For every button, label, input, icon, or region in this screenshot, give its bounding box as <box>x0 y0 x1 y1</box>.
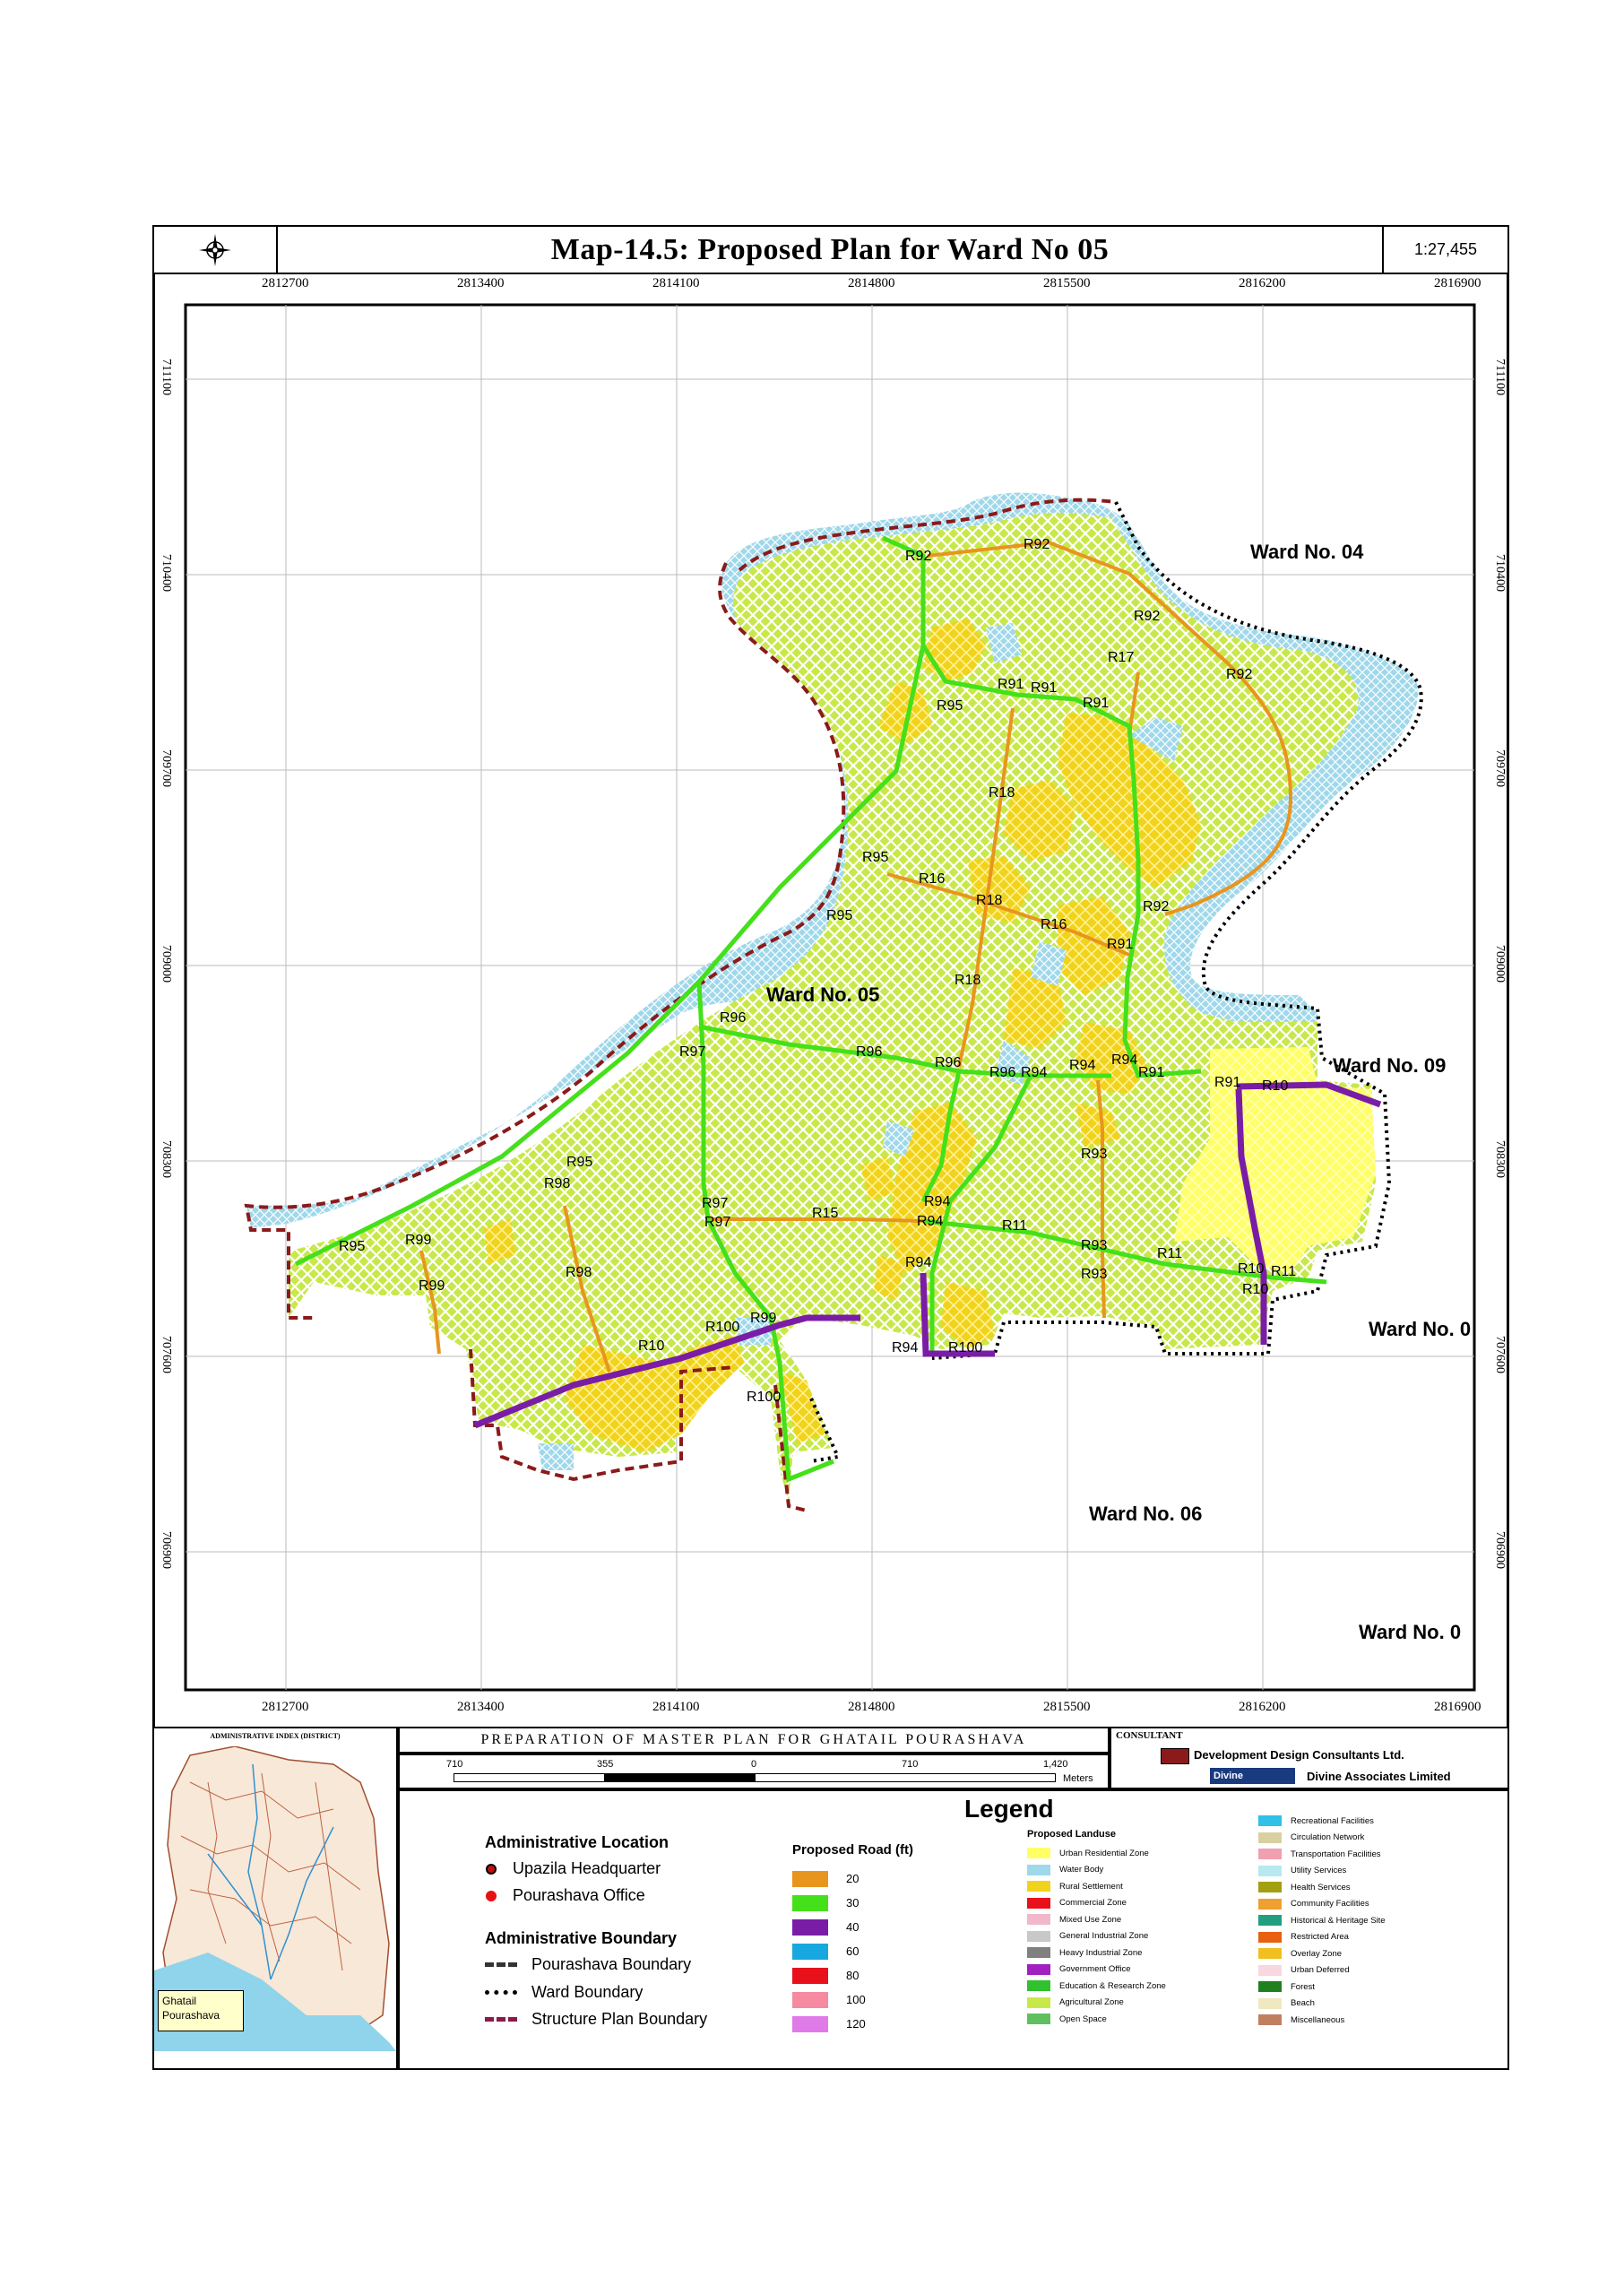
y-tick-left: 709000 <box>160 945 173 983</box>
x-tick-top: 2812700 <box>262 276 309 290</box>
x-tick-bottom: 2814800 <box>848 1700 895 1714</box>
landuse-item <box>1258 1962 1386 1979</box>
road-legend-list <box>792 1866 866 2036</box>
landuse-item <box>1258 1863 1386 1880</box>
road-label: R91 <box>1083 696 1110 711</box>
legend-label: Agricultural Zone <box>1059 1997 1124 2008</box>
legend-label: Pourashava Office <box>513 1886 645 1904</box>
road-legend-item <box>792 1915 866 1939</box>
road-label: R10 <box>1262 1078 1289 1094</box>
road-label: R10 <box>1242 1282 1269 1297</box>
landuse-item <box>1027 1862 1166 1879</box>
legend-label: Rural Settlement <box>1059 1881 1123 1892</box>
x-tick-bottom: 2813400 <box>457 1700 505 1714</box>
legend-pourashava-office <box>480 1886 645 1905</box>
legend-label: Circulation Network <box>1291 1832 1365 1843</box>
ward-label: Ward No. 05 <box>766 983 880 1006</box>
ward-label: Ward No. 09 <box>1333 1054 1447 1077</box>
landuse-item <box>1027 1962 1166 1979</box>
consultant-2: Divine Associates Limited <box>1307 1770 1451 1783</box>
ddc-logo <box>1161 1748 1189 1764</box>
x-tick-bottom: 2816900 <box>1434 1700 1481 1714</box>
x-tick-top: 2816200 <box>1239 276 1286 290</box>
y-tick-right: 709700 <box>1493 749 1507 787</box>
consultant-label: CONSULTANT <box>1116 1730 1183 1741</box>
y-tick-left: 707600 <box>160 1336 173 1373</box>
consultant-1: Development Design Consultants Ltd. <box>1194 1748 1404 1762</box>
landuse-item <box>1027 1895 1166 1912</box>
road-label: R95 <box>566 1155 593 1170</box>
y-tick-left: 709700 <box>160 749 173 787</box>
road-label: R94 <box>905 1255 932 1270</box>
road-legend-item <box>792 1866 866 1891</box>
road-label: R18 <box>955 973 981 988</box>
legend-label: Government Office <box>1059 1964 1131 1975</box>
scalebar-panel <box>398 1754 1110 1789</box>
road-label: R98 <box>566 1265 592 1280</box>
landuse-item <box>1027 1911 1166 1928</box>
index-label-1: Ghatail <box>162 1995 197 2007</box>
road-label: R91 <box>1107 937 1134 952</box>
road-label: R95 <box>937 698 963 714</box>
legend-label: Commercial Zone <box>1059 1898 1127 1909</box>
road-label: R100 <box>948 1340 983 1355</box>
road-label: R97 <box>702 1196 729 1211</box>
scalebar-tick: 1,420 <box>1043 1759 1068 1770</box>
landuse-item <box>1027 1978 1166 1995</box>
landuse-legend-col1 <box>1027 1845 1166 2028</box>
y-tick-left: 706900 <box>160 1531 173 1569</box>
landuse-item <box>1258 1846 1386 1863</box>
consultant-panel <box>1110 1727 1509 1789</box>
legend-label: Urban Residential Zone <box>1059 1848 1149 1858</box>
road-label: R91 <box>998 677 1024 692</box>
legend-ward-boundary <box>485 1983 643 2002</box>
scalebar-tick: 0 <box>751 1759 757 1770</box>
y-tick-left: 711100 <box>160 359 173 395</box>
landuse-item <box>1258 1979 1386 1996</box>
legend-label: Education & Research Zone <box>1059 1980 1166 1991</box>
y-tick-left: 710400 <box>160 554 173 592</box>
road-label: R96 <box>720 1010 747 1026</box>
x-tick-top: 2814100 <box>652 276 700 290</box>
road-label: R11 <box>1002 1218 1028 1234</box>
legend-label: Structure Plan Boundary <box>531 2010 708 2028</box>
ward-label: Ward No. 0 <box>1359 1621 1462 1643</box>
legend-label: Water Body <box>1059 1865 1104 1875</box>
landuse-item <box>1027 1845 1166 1862</box>
road-label: R99 <box>405 1233 432 1248</box>
legend-label: Recreational Facilities <box>1291 1815 1374 1826</box>
road-label: R95 <box>826 908 853 923</box>
x-tick-top: 2815500 <box>1043 276 1091 290</box>
road-label: R94 <box>1111 1052 1138 1068</box>
legend-label: 60 <box>846 1944 860 1958</box>
ward-label: Ward No. 0 <box>1369 1318 1472 1340</box>
road-label: R91 <box>1214 1075 1241 1090</box>
legend-label: Ward Boundary <box>531 1983 644 2001</box>
landuse-legend-title: Proposed Landuse <box>1027 1829 1117 1840</box>
legend-label: Forest <box>1291 1981 1315 1992</box>
x-tick-bottom: 2816200 <box>1239 1700 1286 1714</box>
road-label: R95 <box>862 850 889 865</box>
legend-label: Restricted Area <box>1291 1932 1349 1943</box>
compass-rose-icon <box>197 232 233 268</box>
landuse-item <box>1258 1896 1386 1913</box>
road-label: R92 <box>1024 537 1050 552</box>
legend-label: 80 <box>846 1969 860 1982</box>
x-tick-top: 2816900 <box>1434 276 1481 290</box>
road-label: R11 <box>1271 1264 1297 1279</box>
road-legend-title: Proposed Road (ft) <box>792 1842 913 1858</box>
road-legend-item <box>792 1988 866 2012</box>
road-label: R10 <box>638 1338 665 1354</box>
legend-title: Legend <box>964 1795 1054 1823</box>
road-label: R91 <box>1031 680 1058 696</box>
landuse-item <box>1027 2011 1166 2028</box>
road-label: R97 <box>679 1044 706 1060</box>
scalebar-unit: Meters <box>1063 1773 1093 1784</box>
y-tick-right: 710400 <box>1493 554 1507 592</box>
legend-label: 120 <box>846 2017 866 2031</box>
road-label: R18 <box>989 785 1015 801</box>
landuse-item <box>1258 2012 1386 2029</box>
y-tick-right: 706900 <box>1493 1531 1507 1569</box>
road-label: R93 <box>1081 1238 1108 1253</box>
road-label: R11 <box>1157 1246 1183 1261</box>
road-label: R94 <box>917 1214 944 1229</box>
administrative-index-panel <box>152 1727 398 2070</box>
index-inset-label <box>158 1990 244 2031</box>
road-legend-item <box>792 1963 866 1988</box>
legend-label: 100 <box>846 1993 866 2006</box>
map-canvas[interactable] <box>184 303 1477 1693</box>
landuse-item <box>1027 1928 1166 1945</box>
map-title: Map-14.5: Proposed Plan for Ward No 05 <box>276 225 1384 274</box>
landuse-item <box>1258 1929 1386 1946</box>
scalebar-tick: 710 <box>902 1759 919 1770</box>
road-label: R92 <box>1226 667 1253 682</box>
legend-label: 40 <box>846 1920 860 1934</box>
road-label: R96 <box>989 1065 1016 1080</box>
x-tick-top: 2814800 <box>848 276 895 290</box>
landuse-item <box>1258 1996 1386 2013</box>
x-tick-bottom: 2814100 <box>652 1700 700 1714</box>
road-label: R94 <box>1021 1065 1048 1080</box>
admin-location-title: Administrative Location <box>485 1833 669 1851</box>
road-label: R17 <box>1108 650 1135 665</box>
x-tick-bottom: 2812700 <box>262 1700 309 1714</box>
landuse-item <box>1027 1878 1166 1895</box>
legend-panel <box>398 1789 1509 2070</box>
legend-label: Urban Deferred <box>1291 1965 1350 1976</box>
road-legend-item <box>792 1891 866 1915</box>
legend-label: 30 <box>846 1896 860 1910</box>
legend-label: Utility Services <box>1291 1866 1347 1876</box>
road-label: R10 <box>1238 1261 1265 1277</box>
road-label: R94 <box>1069 1058 1096 1073</box>
road-label: R94 <box>892 1340 919 1355</box>
legend-label: Mixed Use Zone <box>1059 1914 1122 1925</box>
road-label: R15 <box>812 1206 839 1221</box>
y-tick-right: 708300 <box>1493 1140 1507 1178</box>
road-label: R92 <box>1143 899 1170 914</box>
road-label: R99 <box>750 1311 777 1326</box>
road-label: R93 <box>1081 1147 1108 1162</box>
scalebar-tick: 710 <box>446 1759 463 1770</box>
road-legend-item <box>792 2012 866 2036</box>
landuse-item <box>1027 1944 1166 1962</box>
pourashava-office-icon <box>486 1891 497 1901</box>
road-label: R95 <box>339 1239 366 1254</box>
x-tick-bottom: 2815500 <box>1043 1700 1091 1714</box>
road-label: R96 <box>935 1055 962 1070</box>
y-tick-left: 708300 <box>160 1140 173 1178</box>
legend-upazila-hq <box>480 1859 661 1878</box>
legend-pourashava-boundary <box>485 1955 691 1974</box>
divine-logo: Divine <box>1210 1768 1295 1784</box>
legend-label: Miscellaneous <box>1291 2014 1345 2025</box>
scalebar <box>454 1773 1056 1782</box>
road-label: R93 <box>1081 1267 1108 1282</box>
legend-structure-plan-boundary <box>485 2010 707 2029</box>
legend-label: Health Services <box>1291 1882 1351 1892</box>
map-scale: 1:27,455 <box>1382 225 1509 274</box>
road-label: R98 <box>544 1176 571 1191</box>
index-label-2: Pourashava <box>162 2009 220 2022</box>
landuse-item <box>1258 1912 1386 1929</box>
road-label: R100 <box>705 1320 740 1335</box>
legend-label: Community Facilities <box>1291 1899 1369 1910</box>
road-label: R16 <box>1041 917 1067 932</box>
road-label: R97 <box>704 1215 731 1230</box>
legend-label: Heavy Industrial Zone <box>1059 1947 1143 1958</box>
scalebar-tick: 355 <box>597 1759 614 1770</box>
legend-label: Upazila Headquarter <box>513 1859 661 1877</box>
north-arrow-box <box>152 225 278 274</box>
index-title: ADMINISTRATIVE INDEX (DISTRICT) <box>210 1732 341 1740</box>
y-tick-right: 707600 <box>1493 1336 1507 1373</box>
landuse-item <box>1258 1813 1386 1830</box>
road-label: R91 <box>1138 1065 1165 1080</box>
admin-boundary-title: Administrative Boundary <box>485 1929 678 1947</box>
landuse-legend-col2 <box>1258 1813 1386 2029</box>
road-label: R99 <box>419 1278 445 1294</box>
road-label: R92 <box>1134 609 1161 624</box>
road-label: R18 <box>976 893 1003 908</box>
road-legend-item <box>792 1939 866 1963</box>
ward-label: Ward No. 06 <box>1089 1503 1203 1525</box>
legend-label: Historical & Heritage Site <box>1291 1915 1386 1926</box>
y-tick-right: 711100 <box>1493 359 1507 395</box>
ward-label: Ward No. 04 <box>1250 541 1364 563</box>
legend-label: General Industrial Zone <box>1059 1931 1149 1942</box>
legend-label: Beach <box>1291 1998 1315 2009</box>
legend-label: Pourashava Boundary <box>531 1955 692 1973</box>
landuse-item <box>1027 1995 1166 2012</box>
landuse-item <box>1258 1879 1386 1896</box>
road-label: R100 <box>747 1390 782 1405</box>
legend-label: Open Space <box>1059 2014 1107 2024</box>
landuse-item <box>1258 1945 1386 1962</box>
upazila-hq-icon <box>486 1864 497 1875</box>
legend-label: 20 <box>846 1872 860 1885</box>
project-title: PREPARATION OF MASTER PLAN FOR GHATAIL POURASHAVA <box>480 1732 1027 1747</box>
road-label: R92 <box>905 549 932 564</box>
landuse-item <box>1258 1830 1386 1847</box>
road-label: R16 <box>919 871 946 887</box>
road-label: R94 <box>924 1194 951 1209</box>
x-tick-top: 2813400 <box>457 276 505 290</box>
legend-label: Overlay Zone <box>1291 1948 1343 1959</box>
project-title-panel <box>398 1727 1110 1754</box>
y-tick-right: 709000 <box>1493 945 1507 983</box>
road-label: R96 <box>856 1044 883 1060</box>
legend-label: Transportation Facilities <box>1291 1849 1381 1859</box>
